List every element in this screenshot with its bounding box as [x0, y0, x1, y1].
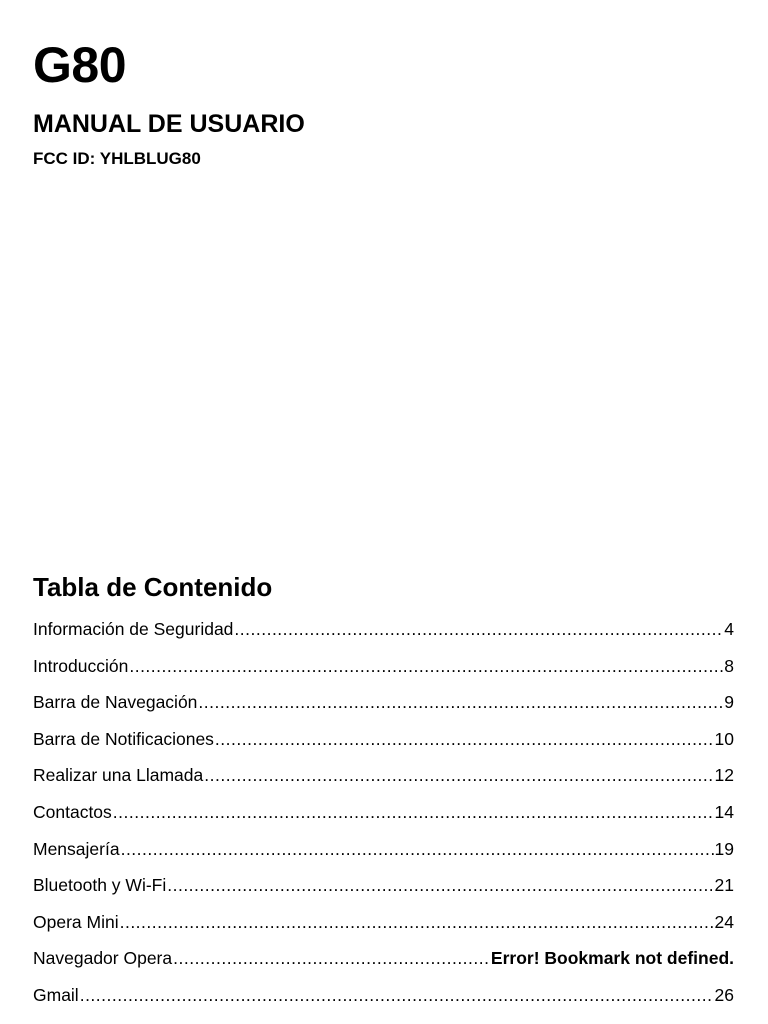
toc-entry-title[interactable]: Mensajería [33, 838, 120, 859]
toc-entry-page[interactable]: 14 [714, 801, 734, 822]
toc-entry-title[interactable]: Opera Mini [33, 911, 119, 932]
toc-entry-page[interactable]: 19 [714, 838, 734, 859]
toc-dot-leader [215, 726, 714, 752]
toc-dot-leader [204, 762, 713, 788]
toc-entry[interactable] [33, 689, 734, 726]
toc-entry-title[interactable]: Contactos [33, 801, 112, 822]
toc-entry[interactable] [33, 982, 734, 1019]
toc-dot-leader [198, 689, 723, 715]
toc-entry-title[interactable]: Barra de Navegación [33, 692, 198, 713]
toc-entry-page[interactable]: 24 [714, 911, 734, 932]
toc-dot-leader [129, 653, 723, 679]
toc-entry-page[interactable]: 9 [724, 692, 734, 713]
toc-entry[interactable] [33, 872, 734, 909]
toc-entry-page[interactable]: 21 [714, 875, 734, 896]
fcc-id: FCC ID: YHLBLUG80 [33, 149, 201, 168]
toc-entry-title[interactable]: Navegador Opera [33, 948, 173, 969]
toc-entry-page[interactable]: 8 [724, 655, 734, 676]
toc-entry-title[interactable]: Información de Seguridad [33, 619, 234, 639]
toc-entry[interactable] [33, 762, 734, 799]
toc-entry[interactable] [33, 799, 734, 836]
toc-entry[interactable] [33, 945, 734, 982]
toc-entry-title[interactable]: Bluetooth y Wi-Fi [33, 875, 167, 896]
toc-entry[interactable] [33, 726, 734, 763]
toc-dot-leader [167, 872, 713, 898]
toc-entry-page[interactable]: 10 [714, 728, 734, 749]
toc-dot-leader [80, 982, 714, 1008]
toc-entry[interactable] [33, 653, 734, 690]
table-of-contents [33, 616, 734, 1019]
manual-subtitle: MANUAL DE USUARIO [33, 110, 305, 138]
model-title: G80 [33, 37, 127, 93]
toc-entry[interactable] [33, 616, 734, 653]
toc-dot-leader [121, 836, 714, 862]
toc-entry-page[interactable]: 4 [724, 619, 734, 639]
toc-dot-leader [234, 616, 723, 642]
toc-entry-title[interactable]: Introducción [33, 655, 129, 676]
toc-entry[interactable] [33, 909, 734, 946]
toc-entry-title[interactable]: Realizar una Llamada [33, 765, 204, 786]
toc-dot-leader [120, 909, 714, 935]
toc-entry-page[interactable]: Error! Bookmark not defined. [490, 948, 734, 969]
toc-entry-page[interactable]: 12 [714, 765, 734, 786]
toc-dot-leader [113, 799, 714, 825]
toc-heading: Tabla de Contenido [33, 572, 273, 602]
toc-entry-page[interactable]: 26 [714, 984, 734, 1005]
toc-entry-title[interactable]: Barra de Notificaciones [33, 728, 214, 749]
toc-dot-leader [173, 945, 490, 971]
toc-entry[interactable] [33, 836, 734, 873]
toc-entry-title[interactable]: Gmail [33, 984, 79, 1005]
